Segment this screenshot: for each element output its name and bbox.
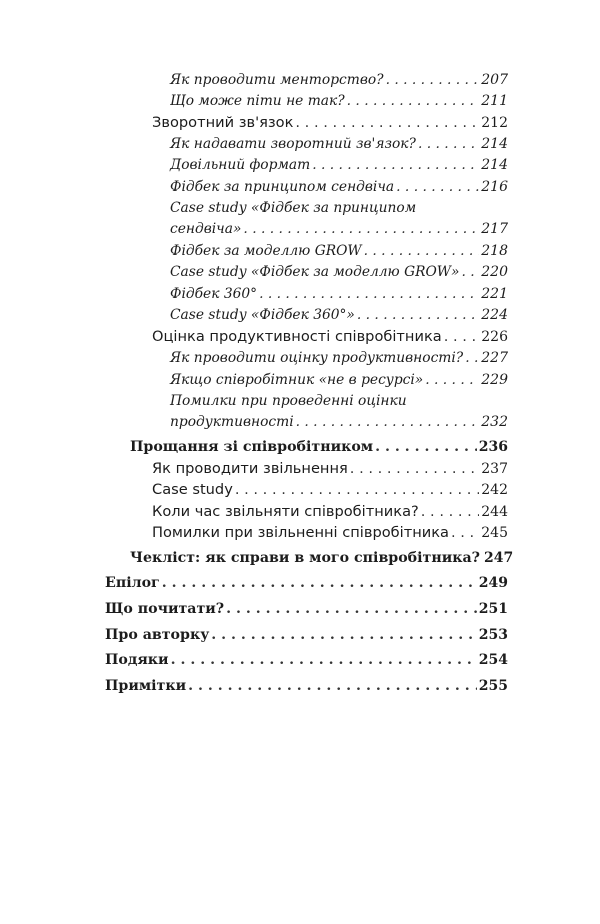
leader-dots: [226, 600, 477, 618]
leader-dots: [364, 242, 480, 260]
toc-entry: [105, 651, 508, 669]
leader-dots: [425, 371, 479, 389]
toc-entry-title: Case study «Фідбек 360°»: [170, 307, 355, 323]
toc-entry: [170, 285, 508, 303]
toc-entry: [170, 71, 508, 89]
leader-dots: [295, 114, 479, 132]
toc-entry-title: продуктивності: [170, 414, 294, 430]
leader-dots: [235, 481, 479, 499]
toc-page-number: 214: [481, 136, 508, 152]
toc-entry-title: Фідбек 360°: [170, 286, 258, 302]
toc-entry: [130, 549, 514, 567]
leader-dots: [312, 156, 479, 174]
toc-entry-title: Як проводити менторство?: [170, 72, 384, 88]
toc-entry-title: Фідбек за моделлю GROW: [170, 243, 362, 259]
toc-entry-title: Case study: [152, 481, 233, 498]
toc-page-number: 253: [478, 627, 508, 643]
toc-page-number: 244: [481, 504, 508, 520]
leader-dots: [162, 574, 477, 592]
toc-entry: [170, 156, 508, 174]
leader-dots: [375, 438, 477, 456]
toc-entry: [152, 114, 508, 132]
leader-dots: [211, 626, 476, 644]
toc-entry: [152, 503, 508, 521]
toc-page-number: 224: [481, 307, 508, 323]
toc-page-number: 242: [481, 482, 508, 498]
toc-entry: [152, 460, 508, 478]
toc-page-number: 232: [481, 414, 508, 430]
toc-entry-title: Як проводити звільнення: [152, 460, 348, 477]
toc-entry: [105, 574, 508, 592]
toc-entry: [152, 481, 508, 499]
toc-entry-title: Помилки при звільненні співробітника: [152, 524, 449, 541]
toc-entry: [105, 600, 508, 618]
toc-entry-title-line1: Case study «Фідбек за принципом: [170, 200, 417, 216]
toc-entry-title: Епілог: [105, 575, 160, 591]
toc-page-number: 214: [481, 157, 508, 173]
toc-entry: [170, 263, 508, 281]
leader-dots: [171, 651, 477, 669]
toc-page-number: 217: [481, 221, 508, 237]
leader-dots: [418, 135, 479, 153]
toc-page-number: 254: [478, 652, 508, 668]
leader-dots: [465, 349, 479, 367]
toc-entry: [170, 349, 508, 367]
toc-entry: [170, 135, 508, 153]
leader-dots: [243, 220, 479, 238]
toc-entry-title: Примітки: [105, 678, 187, 694]
toc-page-number: 251: [478, 601, 508, 617]
toc-entry-title: Подяки: [105, 652, 169, 668]
toc-entry: [105, 626, 508, 644]
toc-entry: [170, 413, 508, 431]
toc-entry-title-line1: Помилки при проведенні оцінки: [170, 393, 407, 409]
toc-entry: [170, 178, 508, 196]
toc-page-number: 212: [481, 115, 508, 131]
leader-dots: [444, 328, 480, 346]
leader-dots: [347, 92, 480, 110]
toc-entry: [170, 306, 508, 324]
toc-page-number: 220: [481, 264, 508, 280]
toc-page-number: 236: [478, 439, 508, 455]
toc-entry-title: Що почитати?: [105, 601, 225, 617]
toc-entry: [152, 524, 508, 542]
leader-dots: [357, 306, 479, 324]
toc-entry: [170, 92, 508, 110]
toc-entry: [105, 677, 508, 695]
leader-dots: [386, 71, 480, 89]
leader-dots: [451, 524, 479, 542]
toc-entry: [170, 220, 508, 238]
toc-entry-title: Довільний формат: [170, 157, 311, 173]
toc-page-number: 247: [483, 550, 514, 566]
toc-page-number: 227: [481, 350, 508, 366]
toc-entry-title: Коли час звільняти співробітника?: [152, 503, 419, 520]
toc-entry-title: Як надавати зворотний зв'язок?: [170, 136, 416, 152]
toc-page-number: 249: [478, 575, 508, 591]
leader-dots: [461, 263, 479, 281]
toc-page-number: 211: [481, 93, 508, 109]
toc-entry-title: Прощання зі співробітником: [130, 439, 374, 455]
toc-entry: [130, 438, 508, 456]
toc-entry-title: Що може піти не так?: [170, 93, 345, 109]
toc-entry-title: Якщо співробітник «не в ресурсі»: [170, 372, 424, 388]
toc-page-number: 255: [478, 678, 508, 694]
toc-entry-title: Case study «Фідбек за моделлю GROW»: [170, 264, 460, 280]
toc-entry: [170, 242, 508, 260]
leader-dots: [350, 460, 479, 478]
leader-dots: [396, 178, 479, 196]
toc-entry-title: Оцінка продуктивності співробітника: [152, 328, 442, 345]
leader-dots: [188, 677, 477, 695]
toc-page-number: 237: [481, 461, 508, 477]
leader-dots: [259, 285, 479, 303]
toc-page-number: 229: [481, 372, 508, 388]
leader-dots: [421, 503, 480, 521]
toc-entry: [170, 371, 508, 389]
toc-entry-title: Фідбек за принципом сендвіча: [170, 179, 395, 195]
toc-entry-title: Про авторку: [105, 627, 210, 643]
toc-entry-title: Чекліст: як справи в мого співробітника?: [130, 550, 480, 566]
leader-dots: [296, 413, 480, 431]
toc-page-number: 226: [481, 329, 508, 345]
toc-entry: [152, 328, 508, 346]
toc-page-number: 245: [481, 525, 508, 541]
toc-page-number: 218: [481, 243, 508, 259]
toc-page-number: 207: [481, 72, 508, 88]
toc-page-number: 216: [481, 179, 508, 195]
toc-entry-title: сендвіча»: [170, 221, 242, 237]
toc-entry-title: Зворотний зв'язок: [152, 114, 294, 131]
toc-entry-title: Як проводити оцінку продуктивності?: [170, 350, 464, 366]
toc-page-number: 221: [481, 286, 508, 302]
